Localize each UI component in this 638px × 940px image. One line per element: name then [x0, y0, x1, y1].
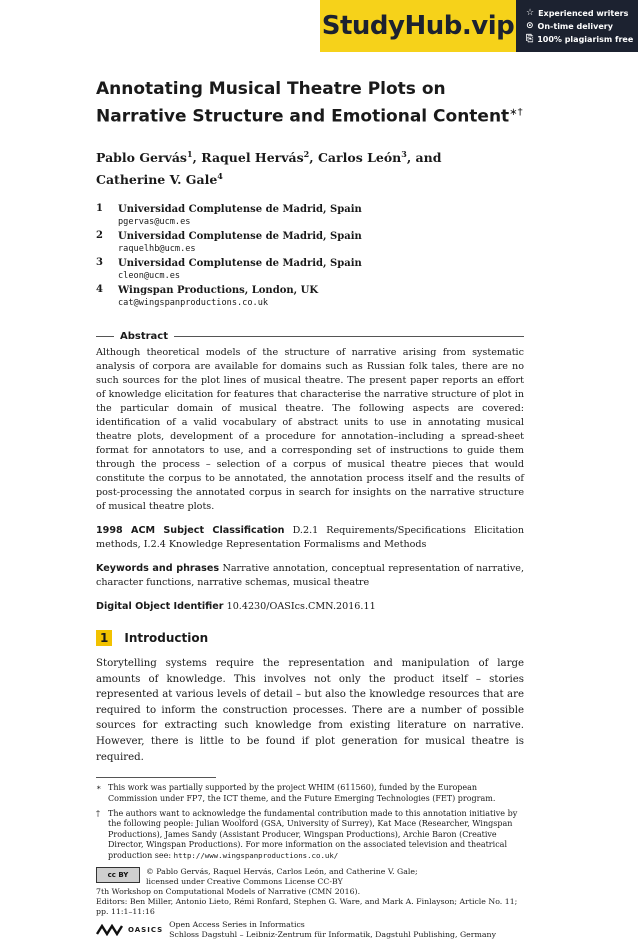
star-icon: ☆ [526, 8, 535, 18]
keywords [96, 562, 524, 590]
footnote-mark: † [96, 808, 100, 818]
affiliation-item [96, 257, 524, 282]
license-line: licensed under Creative Commons License CC-BY [146, 876, 343, 886]
clock-icon: ⊙ [526, 21, 534, 31]
affiliation-number: 1 [96, 202, 103, 214]
doi-label: Digital Object Identifier [96, 600, 224, 612]
license-block [96, 867, 524, 887]
cc-by-license-icon: cc BY [96, 867, 140, 883]
banner-feature [526, 8, 638, 18]
banner-feature [526, 34, 638, 44]
affiliation-item [96, 203, 524, 228]
banner-feature-text: 100% plagiarism free [537, 34, 634, 44]
acm-classification [96, 524, 524, 552]
affiliation-number: 4 [96, 283, 103, 295]
affiliation-item [96, 284, 524, 309]
affiliation-name: Universidad Complutense de Madrid, Spain [118, 257, 362, 269]
banner-logo: StudyHub.vip [320, 0, 516, 52]
author-email[interactable]: cleon@ucm.es [118, 270, 181, 281]
footnote [96, 809, 524, 861]
author-separator: , [192, 149, 202, 165]
acm-label: 1998 ACM Subject Classification [96, 524, 285, 536]
series-line: Open Access Series in Informatics [169, 919, 305, 929]
abstract-text: Although theoretical models of the structure of narrative arising from systematic analysis of corpora are available for domains such as Russian folk tales, there are no such sources for the plot lines of musical theatre. The present paper reports an effort of knowledge elicitation for features that characterise the narrative structure of plot in the particular domain of musical theatre. The following aspects are covered: identification of a valid vocabulary of abstract units to use in annotating musical theatre plots, development of a procedure for annotation–including a spread-sheet format for annotators to use, and a corresponding set of instructions to guide them through the process – selection of a corpus of musical theatre pieces that would constitute the corpus to be annotated, the annotation process itself and the results of post-processing the annotated corpus in search for insights on the narrative structure of musical theatre plots. [96, 346, 524, 512]
oasics-logo-text: OASICS [128, 925, 164, 934]
section-heading [96, 630, 524, 646]
author-separator: , [309, 149, 318, 165]
editors-line: Editors: Ben Miller, Antonio Lieto, Rémi Ronfard, Stephen G. Ware, and Mark A. Finlayson; Article No. 11; pp. 11:1–11:16 [96, 896, 518, 916]
affiliation-name: Universidad Complutense de Madrid, Spain [118, 203, 362, 215]
publisher-block [96, 920, 524, 940]
workshop-line: 7th Workshop on Computational Models of Narrative (CMN 2016). [96, 886, 361, 896]
affiliation-name: Wingspan Productions, London, UK [118, 284, 319, 296]
acm-text: D.2.1 Requirements/Specifications Elicitation methods, I.2.4 Knowledge Representation Formalisms and Methods [96, 524, 524, 550]
publisher-line: Schloss Dagstuhl – Leibniz-Zentrum für Informatik, Dagstuhl Publishing, Germany [169, 929, 496, 939]
intro-paragraph: Storytelling systems require the representation and manipulation of large amounts of knowledge. This involves not only the product itself – stories represented at various levels of detail – but also the knowledge resources that are required to inform the construction processes. There are a number of possible sources for extracting such knowledge from existing literature on narrative. However, there is little to be found if plot generation for musical theatre is required. [96, 657, 524, 763]
author-name: Carlos León [317, 149, 402, 165]
author-affil-num: 3 [401, 148, 407, 159]
banner-feature-text: On-time delivery [537, 21, 613, 31]
affiliation-list [96, 203, 524, 309]
ad-banner[interactable] [320, 0, 638, 52]
author-affil-num: 1 [186, 148, 193, 159]
banner-feature [526, 21, 638, 31]
footnote-text: This work was partially supported by the project WHIM (611560), funded by the European Commission under FP7, the ICT theme, and the Future Emerging Technologies (FET) program. [108, 783, 496, 803]
author-list [96, 145, 524, 189]
oasics-wave-icon [96, 924, 126, 936]
footnote [96, 783, 524, 804]
affiliation-number: 3 [96, 256, 103, 268]
affiliation-name: Universidad Complutense de Madrid, Spain [118, 230, 362, 242]
copyright-line: © Pablo Gervás, Raquel Hervás, Carlos León, and Catherine V. Gale; [146, 866, 418, 876]
footnote-url[interactable]: http://www.wingspanproductions.co.uk/ [173, 850, 339, 860]
section-number: 1 [96, 630, 112, 646]
abstract-label: Abstract [120, 330, 169, 342]
author-name: Catherine V. Gale [96, 171, 218, 187]
section-title: Introduction [124, 630, 209, 645]
title-footnote-marks: ∗† [509, 107, 523, 118]
paper-title-text: Annotating Musical Theatre Plots on Narrative Structure and Emotional Content [96, 79, 510, 127]
doi-link[interactable]: 10.4230/OASIcs.CMN.2016.11 [226, 600, 376, 612]
footnote-text: The authors want to acknowledge the fundamental contribution made to this annotation initiative by the following people: Julian Woolford (GSA, University of Surrey), Kat Mace (Researcher, Wingspan Productions), James Sandy (Assistant Producer, Wingspan Productions), Archie Baron (Creative Director, Wingspan Productions). For more information on the associated television and theatrical production see: [108, 808, 518, 860]
author-name: Raquel Hervás [201, 149, 304, 165]
banner-feature-list [516, 0, 638, 52]
footnote-rule [96, 777, 216, 778]
abstract-heading [96, 331, 524, 342]
author-email[interactable]: raquelhb@ucm.es [118, 243, 196, 254]
keywords-label: Keywords and phrases [96, 562, 220, 574]
paper-page [96, 78, 524, 940]
oasics-logo [96, 924, 163, 936]
footnote-mark: ∗ [96, 783, 102, 793]
document-icon: ⎘ [526, 34, 534, 44]
paper-title [96, 78, 524, 129]
author-affil-num: 2 [303, 148, 310, 159]
author-email[interactable]: pgervas@ucm.es [118, 216, 191, 227]
banner-feature-text: Experienced writers [538, 8, 629, 18]
affiliation-item [96, 230, 524, 255]
author-email[interactable]: cat@wingspanproductions.co.uk [118, 297, 269, 308]
heading-rule [96, 336, 114, 337]
author-affil-num: 4 [217, 170, 223, 181]
author-name: Pablo Gervás [96, 149, 187, 165]
doi [96, 600, 524, 614]
keywords-text: Narrative annotation, conceptual representation of narrative, character functions, narrative schemas, musical theatre [96, 562, 524, 588]
author-separator: , and [406, 149, 442, 165]
affiliation-number: 2 [96, 229, 103, 241]
heading-rule [174, 336, 524, 337]
